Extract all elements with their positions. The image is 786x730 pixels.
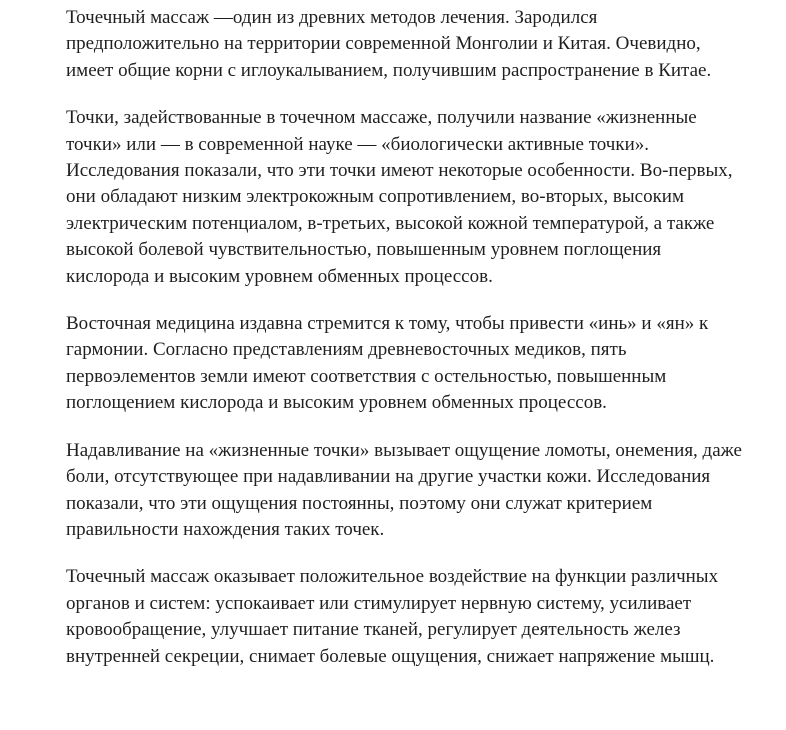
paragraph-active-points: Точки, задействованные в точечном массаже, получили название «жизненные точки» или — в современной науке — «биологически активные точки». Исследования показали, что эти точки имеют некоторые особенности. Во-первых, они обладают низким электрокожным сопротивлением, во-вторых, высоким электрическим потенциалом, в-третьих, высокой кожной температурой, а также высокой болевой чувствительностью, повышенным уровнем поглощения кислорода и высоким уровнем обменных процессов. (66, 107, 733, 287)
paragraph-yin-yang: Восточная медицина издавна стремится к тому, чтобы привести «инь» и «ян» к гармонии. Согласно представлениям древневосточных медиков, пять первоэлементов земли имеют соответствия с остельностью, повышенным поглощением кислорода и высоким уровнем обменных процессов. (66, 313, 709, 414)
paragraph-intro: Точечный массаж —один из древних методов лечения. Зародился предположительно на территории современной Монголии и Китая. Очевидно, имеет общие корни с иглоукалыванием, получившим распространение в Китае. (66, 7, 712, 81)
paragraph-effects: Точечный массаж оказывает положительное воздействие на функции различных органов и систем: успокаивает или стимулирует нервную систему, усиливает кровообращение, улучшает питание тканей, регулирует деятельность желез внутренней секреции, снимает болевые ощущения, снижает напряжение мышц. (66, 566, 719, 667)
paragraph-sensations: Надавливание на «жизненные точки» вызывает ощущение ломоты, онемения, даже боли, отсутствующее при надавливании на другие участки кожи. Исследования показали, что эти ощущения постоянны, поэтому они служат критерием правильности нахождения таких точек. (66, 439, 742, 540)
